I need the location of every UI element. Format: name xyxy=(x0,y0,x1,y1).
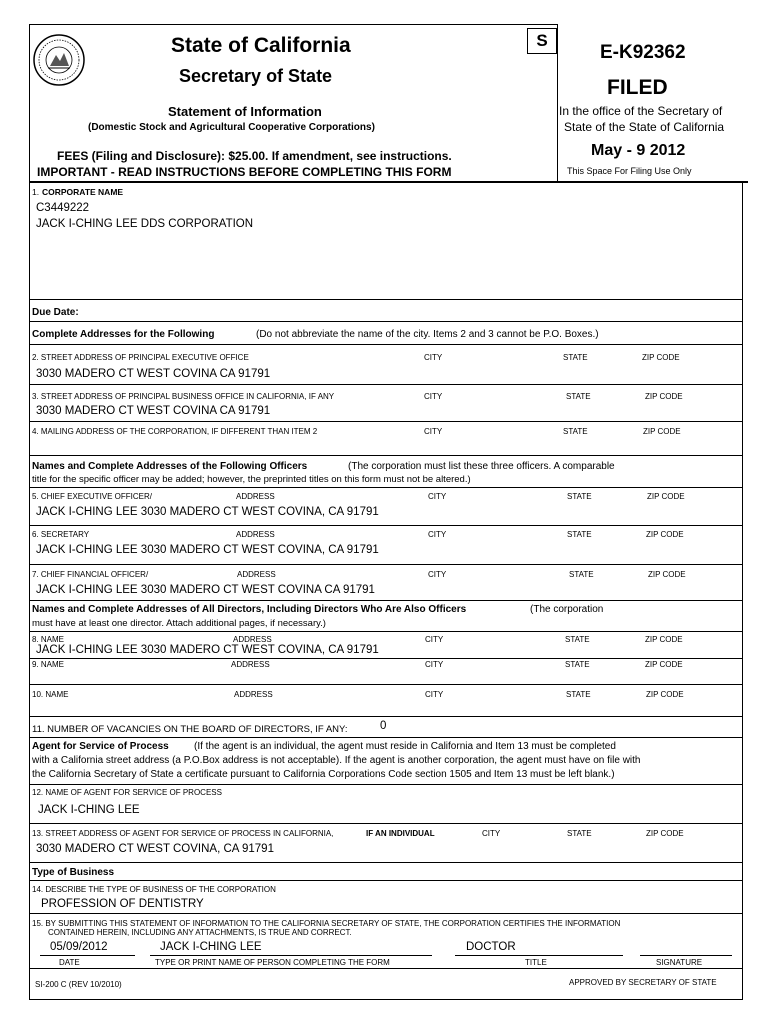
item10-state-label: STATE xyxy=(566,690,591,699)
item13-city-label: CITY xyxy=(482,829,501,838)
item2-city-label: CITY xyxy=(424,353,443,362)
officers-heading-note2: title for the specific officer may be added; however, the preprinted titles on this form must not be altered.) xyxy=(32,474,471,485)
item7-zip-label: ZIP CODE xyxy=(648,570,686,579)
item7-label: 7. CHIEF FINANCIAL OFFICER/ xyxy=(32,570,149,579)
vacancies-value: 0 xyxy=(380,720,387,732)
corporate-number: 1. xyxy=(32,187,40,197)
item9-zip-label: ZIP CODE xyxy=(645,660,683,669)
item6-address-label: ADDRESS xyxy=(236,530,275,539)
item8-value: JACK I-CHING LEE 3030 MADERO CT WEST COVINA, CA 91791 xyxy=(36,644,379,656)
item5-address-label: ADDRESS xyxy=(236,492,275,501)
important-line: IMPORTANT - READ INSTRUCTIONS BEFORE COMPLETING THIS FORM xyxy=(37,165,452,179)
item4-state-label: STATE xyxy=(563,427,588,436)
item6-city-label: CITY xyxy=(428,530,447,539)
form-title: Statement of Information xyxy=(168,104,322,119)
item5-value: JACK I-CHING LEE 3030 MADERO CT WEST COVINA, CA 91791 xyxy=(36,506,379,518)
item2-value: 3030 MADERO CT WEST COVINA CA 91791 xyxy=(36,368,271,380)
vacancies-label: 11. NUMBER OF VACANCIES ON THE BOARD OF DIRECTORS, IF ANY: xyxy=(32,724,348,735)
officers-heading: Names and Complete Addresses of the Following Officers xyxy=(32,461,308,472)
item9-address-label: ADDRESS xyxy=(231,660,270,669)
cert-signature-label: SIGNATURE xyxy=(656,958,703,967)
item8-city-label: CITY xyxy=(425,635,444,644)
filing-office-line1: In the office of the Secretary of xyxy=(559,104,723,118)
directors-heading-note: (The corporation xyxy=(530,604,604,615)
business-heading: Type of Business xyxy=(32,867,115,878)
cert-title-label: TITLE xyxy=(525,958,547,967)
item8-zip-label: ZIP CODE xyxy=(645,635,683,644)
item6-state-label: STATE xyxy=(567,530,592,539)
directors-heading-note2: must have at least one director. Attach additional pages, if necessary.) xyxy=(32,618,326,629)
item5-city-label: CITY xyxy=(428,492,447,501)
filing-space-note: This Space For Filing Use Only xyxy=(567,166,692,176)
item7-value: JACK I-CHING LEE 3030 MADERO CT WEST COVINA CA 91791 xyxy=(36,584,375,596)
item13-label: 13. STREET ADDRESS OF AGENT FOR SERVICE OF PROCESS IN CALIFORNIA, xyxy=(32,829,334,838)
item7-address-label: ADDRESS xyxy=(237,570,276,579)
item2-state-label: STATE xyxy=(563,353,588,362)
item12-value: JACK I-CHING LEE xyxy=(38,804,140,816)
item3-value: 3030 MADERO CT WEST COVINA CA 91791 xyxy=(36,405,271,417)
item6-label: 6. SECRETARY xyxy=(32,530,90,539)
corporate-name-label: CORPORATE NAME xyxy=(42,187,124,197)
item3-state-label: STATE xyxy=(566,392,591,401)
state-title: State of California xyxy=(171,34,351,57)
item13-state-label: STATE xyxy=(567,829,592,838)
item9-city-label: CITY xyxy=(425,660,444,669)
item2-label: 2. STREET ADDRESS OF PRINCIPAL EXECUTIVE OFFICE xyxy=(32,353,249,362)
item8-label: 8. NAME xyxy=(32,635,65,644)
cert-title-value: DOCTOR xyxy=(466,941,516,953)
agent-line3: the California Secretary of State a certificate pursuant to California Corporations Code section 1505 and Item 13 must be left blank.) xyxy=(32,769,615,780)
item13-zip-label: ZIP CODE xyxy=(646,829,684,838)
item4-zip-label: ZIP CODE xyxy=(643,427,681,436)
item10-zip-label: ZIP CODE xyxy=(646,690,684,699)
state-seal-icon xyxy=(32,33,86,87)
item4-city-label: CITY xyxy=(424,427,443,436)
item8-address-label: ADDRESS xyxy=(233,635,272,644)
cert-name-value: JACK I-CHING LEE xyxy=(160,941,262,953)
item5-state-label: STATE xyxy=(567,492,592,501)
item6-value: JACK I-CHING LEE 3030 MADERO CT WEST COVINA, CA 91791 xyxy=(36,544,379,556)
item14-label: 14. DESCRIBE THE TYPE OF BUSINESS OF THE CORPORATION xyxy=(32,885,276,894)
item2-zip-label: ZIP CODE xyxy=(642,353,680,362)
item8-state-label: STATE xyxy=(565,635,590,644)
cert-date-value: 05/09/2012 xyxy=(50,941,108,953)
item9-label: 9. NAME xyxy=(32,660,65,669)
agent-line2: with a California street address (a P.O.Box address is not acceptable). If the agent is another corporation, the agent must have on file with xyxy=(32,755,641,766)
item3-zip-label: ZIP CODE xyxy=(645,392,683,401)
directors-heading: Names and Complete Addresses of All Directors, Including Directors Who Are Also Officers xyxy=(32,604,467,615)
corporate-name: JACK I-CHING LEE DDS CORPORATION xyxy=(36,218,254,230)
addresses-heading-note: (Do not abbreviate the name of the city. Items 2 and 3 cannot be P.O. Boxes.) xyxy=(256,329,599,340)
item9-state-label: STATE xyxy=(565,660,590,669)
cert-date-label: DATE xyxy=(59,958,80,967)
s-box-label: S xyxy=(536,31,548,50)
cert-name-label: TYPE OR PRINT NAME OF PERSON COMPLETING THE FORM xyxy=(155,958,390,967)
item13-label-bold: IF AN INDIVIDUAL xyxy=(366,829,435,838)
fees-line: FEES (Filing and Disclosure): $25.00. If amendment, see instructions. xyxy=(57,149,452,163)
item15-line2: CONTAINED HEREIN, INCLUDING ANY ATTACHMENTS, IS TRUE AND CORRECT. xyxy=(48,928,352,937)
item5-zip-label: ZIP CODE xyxy=(647,492,685,501)
form-subtitle: (Domestic Stock and Agricultural Cooperative Corporations) xyxy=(88,122,375,133)
item7-city-label: CITY xyxy=(428,570,447,579)
office-title: Secretary of State xyxy=(179,66,333,86)
filing-office-line2: State of the State of California xyxy=(564,120,725,134)
item14-value: PROFESSION OF DENTISTRY xyxy=(41,898,204,910)
form-id: SI-200 C (REV 10/2010) xyxy=(35,980,122,989)
item7-state-label: STATE xyxy=(569,570,594,579)
agent-heading: Agent for Service of Process xyxy=(32,741,169,752)
item12-label: 12. NAME OF AGENT FOR SERVICE OF PROCESS xyxy=(32,788,222,797)
item4-label: 4. MAILING ADDRESS OF THE CORPORATION, IF DIFFERENT THAN ITEM 2 xyxy=(32,427,318,436)
item13-value: 3030 MADERO CT WEST COVINA, CA 91791 xyxy=(36,843,274,855)
approved-note: APPROVED BY SECRETARY OF STATE xyxy=(569,978,717,987)
agent-line1: (If the agent is an individual, the agent must reside in California and Item 13 must be completed xyxy=(194,741,616,752)
s-box xyxy=(527,28,557,54)
item10-label: 10. NAME xyxy=(32,690,69,699)
item3-city-label: CITY xyxy=(424,392,443,401)
filing-number: E-K92362 xyxy=(600,42,686,63)
item10-address-label: ADDRESS xyxy=(234,690,273,699)
item6-zip-label: ZIP CODE xyxy=(646,530,684,539)
filing-date: May - 9 2012 xyxy=(591,142,686,159)
due-date-label: Due Date: xyxy=(32,307,79,318)
item3-label: 3. STREET ADDRESS OF PRINCIPAL BUSINESS OFFICE IN CALIFORNIA, IF ANY xyxy=(32,392,335,401)
officers-heading-note: (The corporation must list these three officers. A comparable xyxy=(348,461,615,472)
item10-city-label: CITY xyxy=(425,690,444,699)
addresses-heading: Complete Addresses for the Following xyxy=(32,329,215,340)
item15-line1: 15. BY SUBMITTING THIS STATEMENT OF INFORMATION TO THE CALIFORNIA SECRETARY OF STATE, THE CORPORATION CERTIFIES THE INFORMATION xyxy=(32,919,621,928)
item5-label: 5. CHIEF EXECUTIVE OFFICER/ xyxy=(32,492,153,501)
filing-status: FILED xyxy=(607,76,668,99)
corporate-id: C3449222 xyxy=(36,202,90,214)
